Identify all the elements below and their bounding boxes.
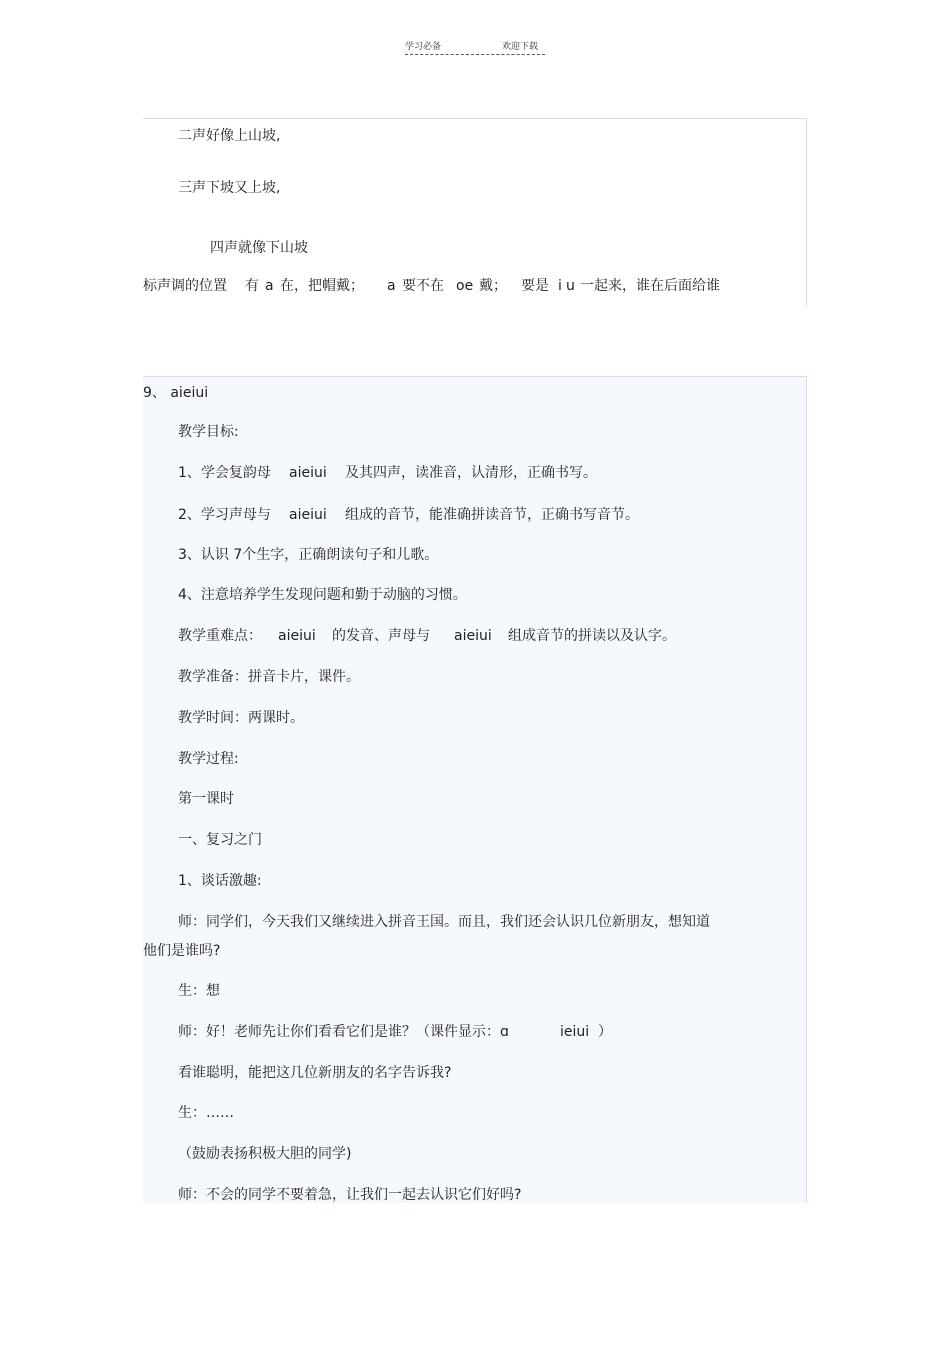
goal-2-a: 2、学习声母与 xyxy=(178,507,271,523)
teacher-line-2-c: ） xyxy=(598,1024,612,1040)
goal-1 xyxy=(0,464,950,482)
key-points xyxy=(0,627,950,645)
prep: 教学准备：拼音卡片，课件。 xyxy=(178,669,360,685)
tone-rule-line xyxy=(0,277,950,295)
tone-rule-seg: 一起来，谁在后面给谁 xyxy=(580,278,720,294)
tone-rule-seg: 标声调的位置 xyxy=(143,278,227,294)
tone-rule-seg: 有 xyxy=(245,278,259,294)
tone-rule-seg: oe xyxy=(456,278,474,294)
first-lesson: 第一课时 xyxy=(178,791,234,807)
teacher-line-1a: 师：同学们，今天我们又继续进入拼音王国。而且，我们还会认识几位新朋友，想知道 xyxy=(178,914,710,930)
talk-heading: 1、谈话激趣: xyxy=(178,873,262,889)
time: 教学时间：两课时。 xyxy=(178,710,304,726)
tone-rule-seg: i xyxy=(558,278,562,294)
key-points-d: aieiui xyxy=(454,628,492,644)
teacher-line-4: 师：不会的同学不要着急，让我们一起去认识它们好吗? xyxy=(178,1187,522,1203)
goal-1-c: 及其四声，读准音，认清形，正确书写。 xyxy=(345,465,597,481)
lesson-title: 9、 aieiui xyxy=(143,385,209,401)
key-points-a: 教学重难点： xyxy=(178,628,262,644)
goal-3: 3、认识 7个生字，正确朗读句子和儿歌。 xyxy=(178,547,439,563)
teacher-line-2 xyxy=(0,1023,950,1041)
student-line-2: 生：…… xyxy=(178,1105,234,1121)
teacher-line-2-a: 师：好！老师先让你们看看它们是谁？（课件显示：ɑ xyxy=(178,1024,509,1040)
goal-2-c: 组成的音节，能准确拼读音节，正确书写音节。 xyxy=(345,507,639,523)
poem-line-4: 四声就像下山坡 xyxy=(210,240,308,256)
poem-line-2: 二声好像上山坡, xyxy=(178,128,281,144)
goal-4: 4、注意培养学生发现问题和勤于动脑的习惯。 xyxy=(178,587,467,603)
goal-2-b: aieiui xyxy=(289,507,327,523)
teacher-line-1b: 他们是谁吗? xyxy=(143,943,221,959)
tone-rule-seg: 要不在 xyxy=(402,278,444,294)
poem-line-3: 三声下坡又上坡, xyxy=(178,180,281,196)
header-right: 欢迎下载 xyxy=(502,42,539,52)
goals-label: 教学目标: xyxy=(178,424,239,440)
student-line-1: 生：想 xyxy=(178,983,220,999)
tone-rule-seg: u xyxy=(566,278,575,294)
goal-2 xyxy=(0,506,950,524)
key-points-e: 组成音节的拼读以及认字。 xyxy=(508,628,676,644)
review-heading: 一、复习之门 xyxy=(178,832,262,848)
tone-rule-seg: 戴； xyxy=(479,278,507,294)
key-points-b: aieiui xyxy=(278,628,316,644)
goal-1-a: 1、学会复韵母 xyxy=(178,465,271,481)
encourage-note: （鼓励表扬积极大胆的同学) xyxy=(178,1146,352,1162)
header-rule xyxy=(405,54,545,55)
process-label: 教学过程: xyxy=(178,751,239,767)
tone-rule-seg: a xyxy=(387,278,396,294)
tone-rule-seg: a xyxy=(265,278,274,294)
tone-rule-seg: 要是 xyxy=(521,278,549,294)
header-left: 学习必备 xyxy=(405,42,442,52)
key-points-c: 的发音、声母与 xyxy=(332,628,430,644)
tone-rule-seg: 在，把帽戴； xyxy=(280,278,364,294)
teacher-line-2-b: ieiui xyxy=(560,1024,590,1040)
goal-1-b: aieiui xyxy=(289,465,327,481)
teacher-line-3: 看谁聪明，能把这几位新朋友的名字告诉我? xyxy=(178,1065,452,1081)
